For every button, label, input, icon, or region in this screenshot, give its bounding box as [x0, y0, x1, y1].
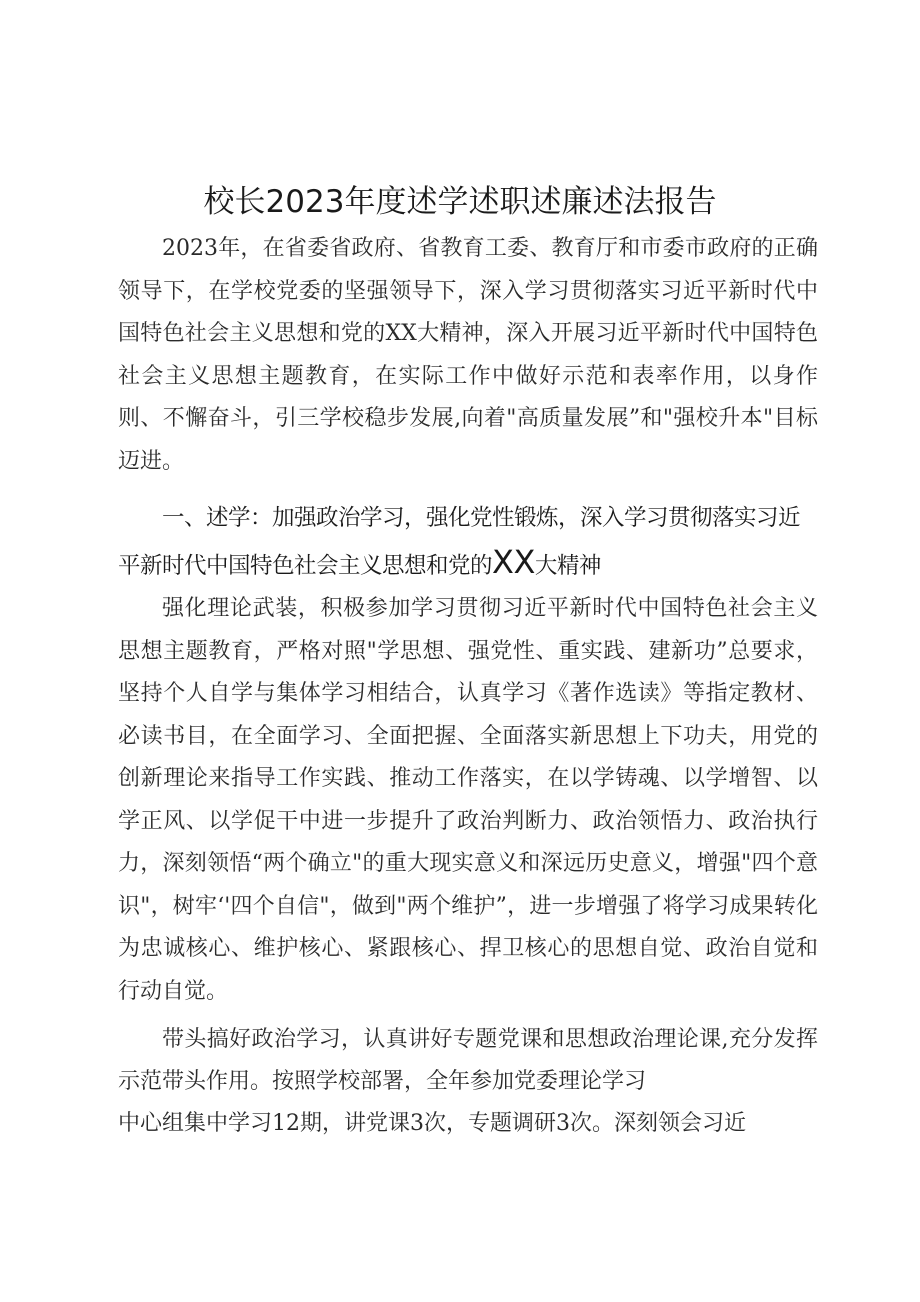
section-1-heading	[118, 496, 818, 588]
political-study-line-2: 中心组集中学习12期，讲党课3次，专题调研3次。深刻领会习近	[118, 1111, 746, 1136]
study-paragraph: 强化理论武装，积极参加学习贯彻习近平新时代中国特色社会主义思想主题教育，严格对照"学思想、强党性、重实践、建新功”总要求，坚持个人自学与集体学习相结合，认真学习《著作选读》等指定教材、必读书目，在全面学习、全面把握、全面落实新思想上下功夫，用党的创新理论来指导工作实践、推动工作落实，在以学铸魂、以学增智、以学正风、以学促干中进一步提升了政治判断力、政治领悟力、政治执行力，深刻领悟“两个确立"的重大现实意义和深远历史意义，增强"四个意识"，树牢‘'四个自信"，做到"两个维护”，进一步增强了将学习成果转化为忠诚核心、维护核心、紧跟核心、捍卫核心的思想自觉、政治自觉和行动自觉。	[118, 596, 818, 1004]
political-study-paragraph	[118, 1019, 818, 1145]
document-title: 校长2023年度述学述职述廉述法报告	[203, 184, 717, 220]
section-1-heading-suffix: 大精神	[534, 553, 601, 579]
political-study-line-1: 带头搞好政治学习，认真讲好专题党课和思想政治理论课,充分发挥示范带头作用。按照学校部署，全年参加党委理论学习	[118, 1027, 818, 1094]
section-1-heading-xx: XX	[492, 543, 535, 581]
intro-paragraph: 2023年，在省委省政府、省教育工委、教育厅和市委市政府的正确领导下，在学校党委的坚强领导下，深入学习贯彻落实习近平新时代中国特色社会主义思想和党的XX大精神，深入开展习近平新时代中国特色社会主义思想主题教育，在实际工作中做好示范和表率作用，以身作则、不懈奋斗，引三学校稳步发展,向着"高质量发展”和"强校升本"目标迈进。	[118, 236, 818, 474]
section-1-heading-text: 一、述学：加强政治学习，强化党性锻炼，深入学习贯彻落实习近平新时代中国特色社会主义思想和党的	[118, 505, 801, 579]
